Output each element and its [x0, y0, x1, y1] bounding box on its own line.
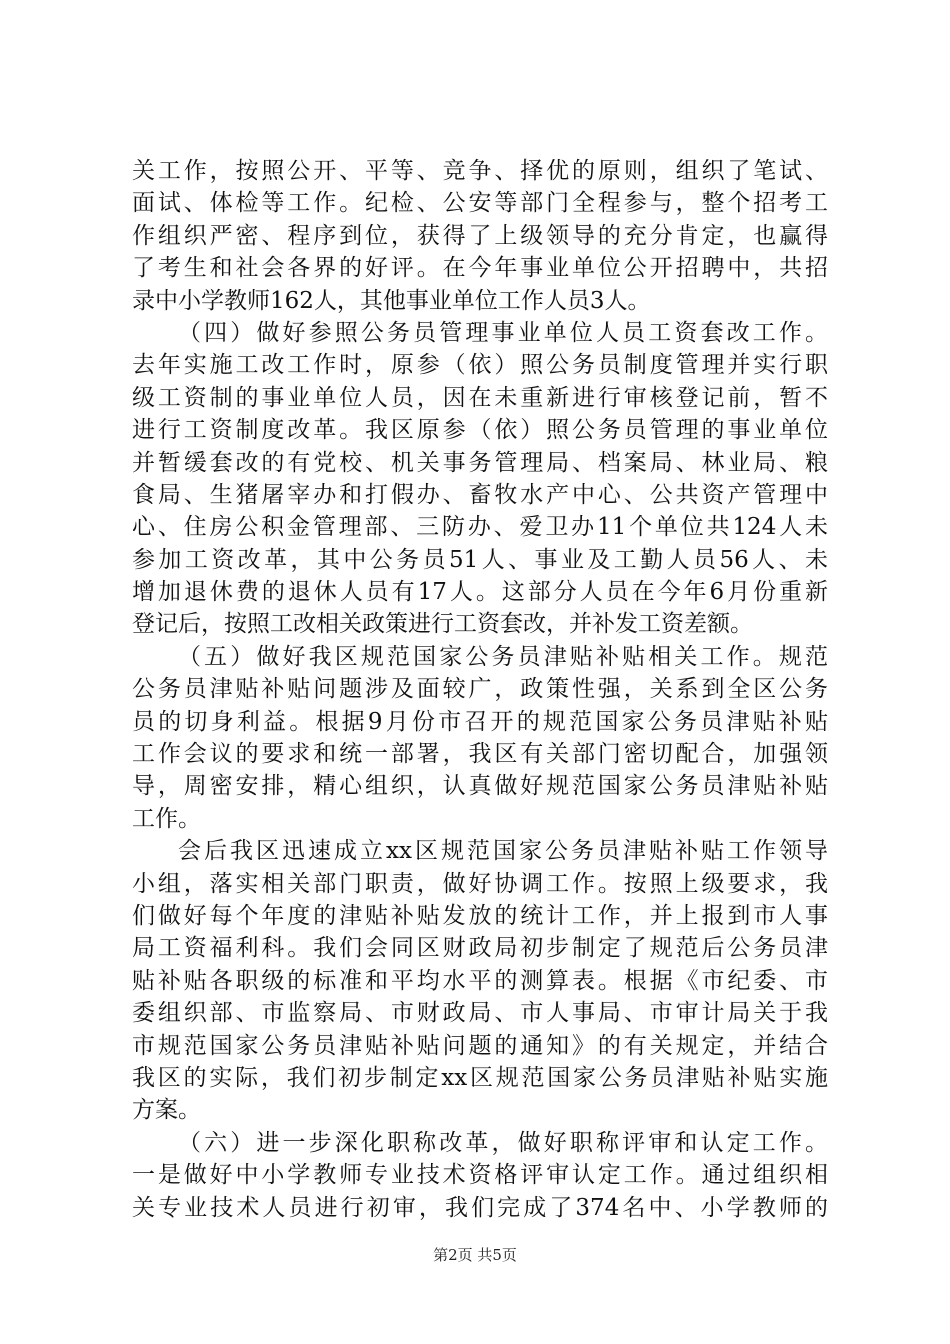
text-line: 市规范国家公务员津贴补贴问题的通知》的有关规定，并结合 [132, 1032, 828, 1059]
text-line: 增加退休费的退休人员有17人。这部分人员在今年6月份重新 [132, 579, 828, 606]
page-footer: 第2页 共5页 [433, 1246, 517, 1264]
text-line: 进行工资制度改革。我区原参（依）照公务员管理的事业单位 [132, 417, 828, 444]
text-line: 心、住房公积金管理部、三防办、爱卫办11个单位共124人未 [132, 514, 828, 541]
text-line: 录中小学教师162人，其他事业单位工作人员3人。 [132, 287, 651, 314]
text-line: 工作会议的要求和统一部署，我区有关部门密切配合，加强领 [132, 741, 828, 768]
text-line: 关工作，按照公开、平等、竞争、择优的原则，组织了笔试、 [132, 158, 828, 184]
text-line: 委组织部、市监察局、市财政局、市人事局、市审计局关于我 [132, 1000, 828, 1027]
text-line: （五）做好我区规范国家公务员津贴补贴相关工作。规范 [178, 643, 828, 670]
text-line: 贴补贴各职级的标准和平均水平的测算表。根据《市纪委、市 [132, 967, 828, 994]
text-line: 了考生和社会各界的好评。在今年事业单位公开招聘中，共招 [132, 255, 828, 282]
text-line: 局工资福利科。我们会同区财政局初步制定了规范后公务员津 [132, 935, 828, 962]
text-line: （六）进一步深化职称改革，做好职称评审和认定工作。 [178, 1129, 828, 1156]
text-line: 们做好每个年度的津贴补贴发放的统计工作，并上报到市人事 [132, 902, 828, 929]
text-line: 作组织严密、程序到位，获得了上级领导的充分肯定，也赢得 [132, 222, 828, 249]
text-line: （四）做好参照公务员管理事业单位人员工资套改工作。 [178, 319, 828, 346]
document-body [132, 155, 828, 1224]
text-line: 食局、生猪屠宰办和打假办、畜牧水产中心、公共资产管理中 [132, 481, 828, 508]
text-line: 级工资制的事业单位人员，因在未重新进行审核登记前，暂不 [132, 384, 828, 411]
text-line: 工作。 [132, 805, 201, 832]
text-line: 关专业技术人员进行初审，我们完成了374名中、小学教师的 [132, 1194, 828, 1221]
text-line: 方案。 [132, 1097, 201, 1124]
text-line: 导，周密安排，精心组织，认真做好规范国家公务员津贴补贴 [132, 773, 828, 800]
text-line: 并暂缓套改的有党校、机关事务管理局、档案局、林业局、粮 [132, 449, 828, 476]
text-line: 员的切身利益。根据9月份市召开的规范国家公务员津贴补贴 [132, 708, 828, 735]
text-line: 参加工资改革，其中公务员51人、事业及工勤人员56人、未 [132, 546, 828, 573]
text-line: 会后我区迅速成立xx区规范国家公务员津贴补贴工作领导 [178, 838, 828, 865]
text-line: 面试、体检等工作。纪检、公安等部门全程参与，整个招考工 [132, 190, 828, 217]
text-line: 一是做好中小学教师专业技术资格评审认定工作。通过组织相 [132, 1162, 828, 1189]
text-line: 去年实施工改工作时，原参（依）照公务员制度管理并实行职 [132, 352, 828, 379]
text-line: 小组，落实相关部门职责，做好协调工作。按照上级要求，我 [132, 870, 828, 897]
text-line: 我区的实际，我们初步制定xx区规范国家公务员津贴补贴实施 [132, 1064, 828, 1091]
text-line: 登记后，按照工改相关政策进行工资套改，并补发工资差额。 [132, 611, 753, 638]
text-line: 公务员津贴补贴问题涉及面较广，政策性强，关系到全区公务 [132, 676, 828, 703]
